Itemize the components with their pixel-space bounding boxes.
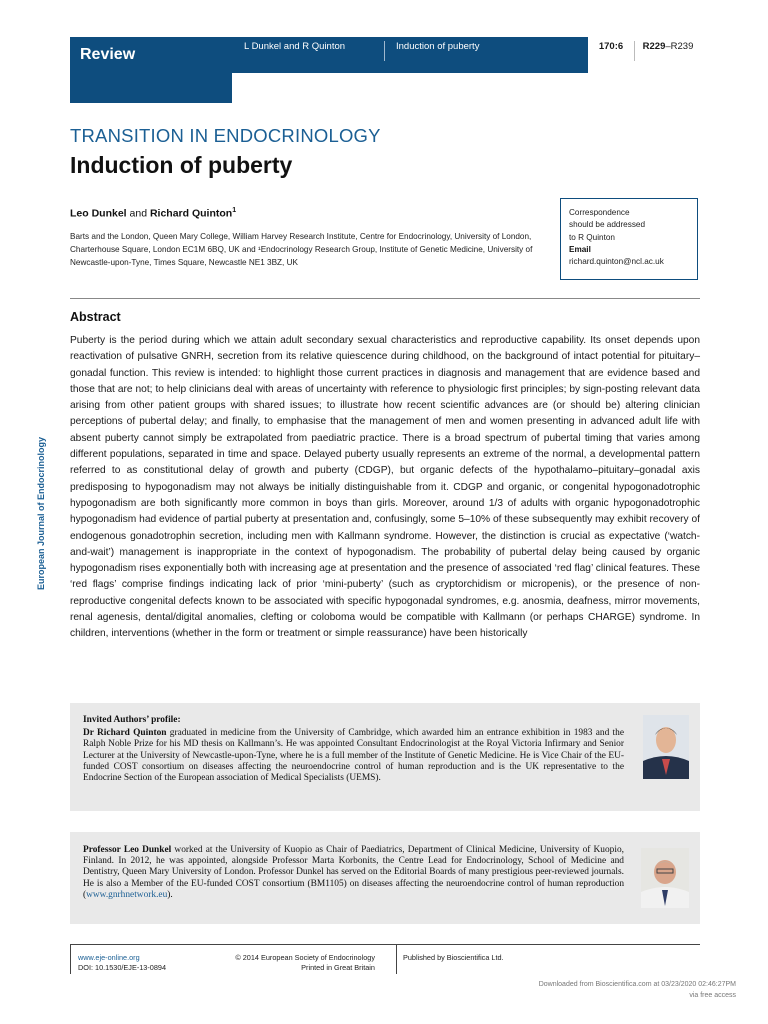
corr-email-label: Email [569,244,591,254]
profile-dunkel-text [83,845,624,901]
section-badge [70,37,232,103]
running-header [232,37,700,73]
article-title: Induction of puberty [70,152,293,178]
footer-copyright [200,953,375,973]
printed-text: Printed in Great Britain [301,963,375,972]
section-badge-label: Review [80,46,136,63]
author-conjunction: and [126,207,150,220]
gnrh-network-link[interactable]: www.gnrhnetwork.eu [86,889,168,900]
citation-divider [634,41,635,61]
header-divider [384,41,385,61]
section-divider [70,298,700,299]
download-line-2: via free access [689,991,736,999]
page-end: –R239 [665,41,694,52]
author-profile-dunkel [70,832,700,924]
footer-rule [70,944,700,945]
quinton-photo [643,715,689,779]
download-line-1: Downloaded from Bioscientifica.com at 03/23/2020 02:46:27PM [538,981,736,988]
author-line [70,207,236,220]
profile-dunkel-name: Professor Leo Dunkel [83,845,172,855]
profile-quinton-name: Dr Richard Quinton [83,728,167,739]
running-authors: L Dunkel and R Quinton [244,41,346,52]
section-label: TRANSITION IN ENDOCRINOLOGY [70,125,381,146]
corr-email[interactable]: richard.quinton@ncl.ac.uk [569,257,664,267]
profile-dunkel-end: ). [167,889,173,900]
author-2: Richard Quinton [149,207,233,220]
download-stamp [470,980,736,1001]
dunkel-photo [641,848,689,908]
affiliations: Barts and the London, Queen Mary College, William Harvey Research Institute, Centre for Endocrinology, University of London, Charterhouse Square, London EC1M 6BQ, UK and ¹Endocrinology Research Group, Institute of Genetic Medicine, University of Newcastle-upon-Tyne, Times Square, Newcastle NE1 3BZ, UK [70,232,533,267]
publisher-text: Published by Bioscientifica Ltd. [403,953,504,962]
author-1: Leo Dunkel [70,207,127,220]
profile-quinton-bio: graduated in medicine from the University of Cambridge, which awarded him an entrance exhibition in 1983 and the Ralph Noble Prize for his MD thesis on Kallmann’s. He was appointed Consultant Endocrinologist at the Royal Victoria Infirmary and Senior Lecturer at the University of Newcastle-upon-Tyne, where he is a full member of the Institute of Genetic Medicine. He is Vice Chair of the EU-funded COST consortium on diseases affecting the neuroendocrine control of human reproduction and is the UK representative to the Endocrine Section of the European association of Medical Specialists (UEMS). [83,728,624,784]
correspondence-box [560,198,698,280]
journal-website-link[interactable]: www.eje-online.org [78,953,140,962]
footer-divider-left [70,944,71,974]
volume-issue: 170:6 [598,41,624,52]
footer-journal-info [78,953,166,973]
abstract-text: Puberty is the period during which we attain adult secondary sexual characteristics and reproductive capability. Its onset depends upon reactivation of pulsative GNRH, secretion from its relative quiescence during childhood, on the background of intact potential for pituitary–gonadal function. This review is intended: to highlight those current practices in diagnosis and management that are evidence based and those that are not; to help clinicians deal with areas of uncertainty with reference to physiologic first principles; by sign-posting relevant data arising from other patient groups with shared issues; to illustrate how recent scientific advances are (or should be) altering clinician perceptions of pubertal delay; and finally, to emphasise that the management of men and women presenting in advanced adult life with absent puberty cannot simply be extrapolated from paediatric practice. There is a broad spectrum of pubertal timing that varies among different populations, separated in time and space. Delayed puberty usually represents an extreme of the normal, a developmental pattern referred to as constitutional delay of growth and puberty (CDGP), but organic defects of the hypothalamo–pituitary–gonadal axis predisposing to hypogonadism may not always be initially distinguishable from it. CDGP and organic, or congenital hypogonadotrophic hypogonadism are both significantly more common in boys than girls. Moreover, around 1/3 of adults with organic hypogonadotrophic hypogonadism had evidence of partial puberty at presentation and, confusingly, some 5–10% of these subsequently may exhibit recovery of endogenous gonadotrophin secretion, including men with Kallmann syndrome. However, the distinction is crucial as expectative (‘watch-and-wait’) management is inappropriate in the context of hypogonadism. The probability of pubertal delay being caused by organic hypogonadism rises exponentially both with increasing age at presentation and the presence of associated ‘red flag’ clinical features. These ‘red flags’ comprise findings indicating lack of prior ‘mini-puberty’ (such as cryptorchidism or micropenis), or the presence of non-reproductive congenital defects known to be associated with specific hypogonadal syndromes, e.g. anosmia, deafness, mirror movements, renal agenesis, dental/digital anomalies, clefting or coloboma would be compatible with Kallmann (or perhaps CHARGE) syndrome. In children, interventions (whether in the form or treatment or simple reassurance) have been historically [70,335,700,640]
corr-line-3: to R Quinton [569,232,615,242]
running-title: Induction of puberty [396,41,480,52]
corr-line-2: should be addressed [569,220,646,230]
journal-side-label: European Journal of Endocrinology [36,436,46,590]
profile-dunkel-bio: worked at the University of Kuopio as Chair of Paediatrics, Department of Clinical Medicine, University of Kuopio, Finland. In 2012, he was appointed, alongside Professor Marta Korbonits, the Centre Lead for Endocrinology, School of Medicine and Dentistry, Queen Mary University of London. Professor Dunkel has served on the Editorial Boards of many prestigious peer-reviewed journals. He is also a Member of the EU-funded COST consortium (BM1105) on diseases affecting the neuroendocrine control of human reproduction ( [83,845,624,900]
copyright-text: © 2014 European Society of Endocrinology [235,953,375,962]
footer-divider-right [396,944,397,974]
doi: DOI: 10.1530/EJE-13-0894 [78,963,167,972]
author-2-affiliation-mark: 1 [232,207,237,214]
profile-heading: Invited Authors’ profile: [83,715,181,725]
author-profile-quinton [70,703,700,811]
abstract-heading: Abstract [70,310,121,324]
profile-quinton-text [83,728,624,784]
corr-line-1: Correspondence [569,208,630,217]
page-range [636,37,700,57]
page-start: R229 [642,41,666,52]
